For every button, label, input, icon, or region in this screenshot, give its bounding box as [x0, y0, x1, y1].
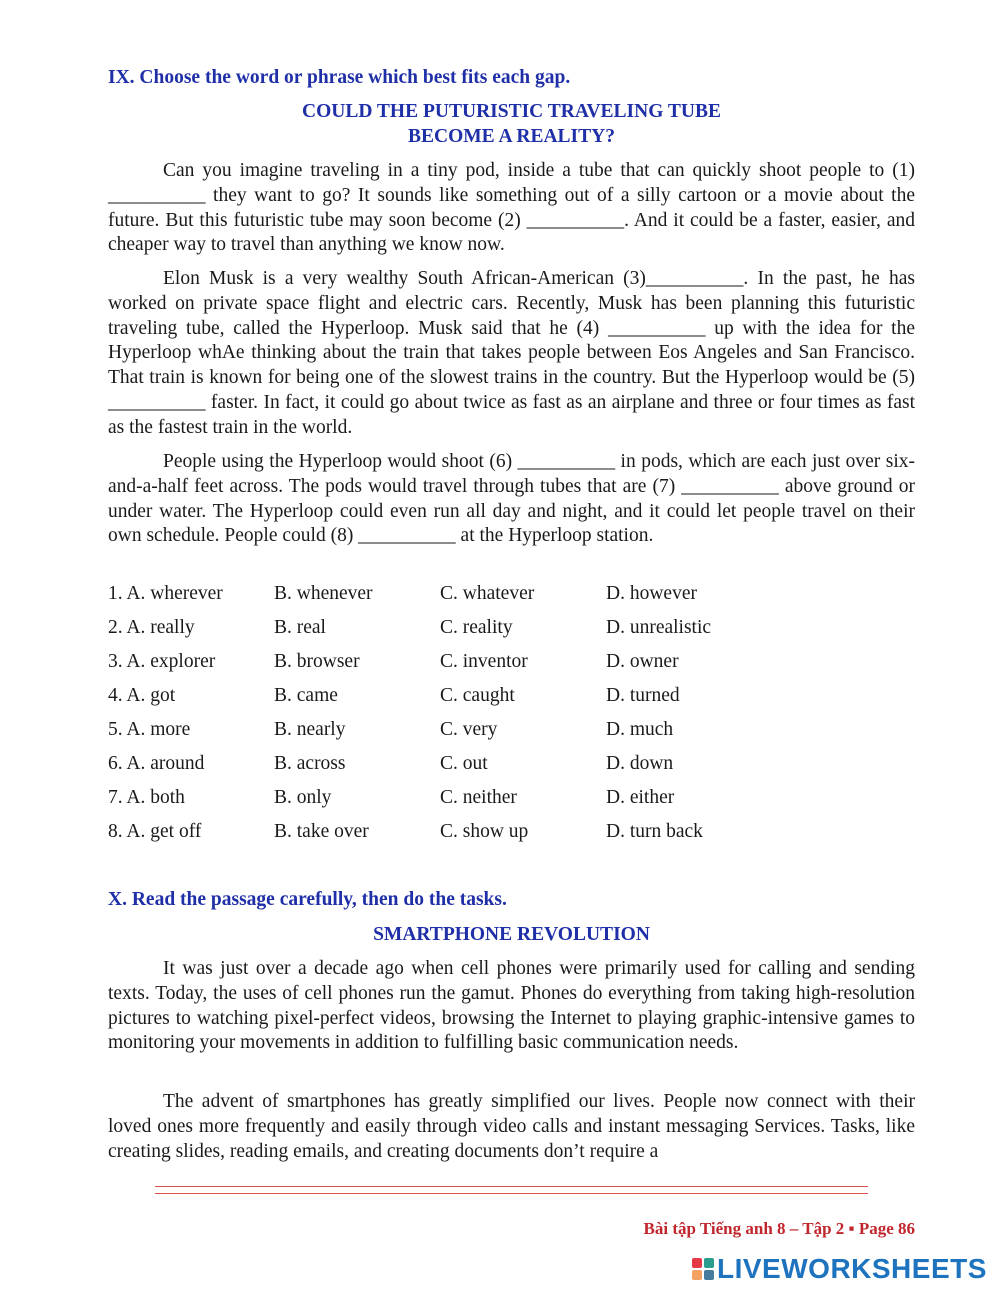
option-row [108, 753, 915, 783]
option-row [108, 821, 915, 851]
option-choice[interactable]: D. down [606, 753, 674, 774]
passage-title-line2: BECOME A REALITY? [408, 126, 615, 147]
option-choice[interactable]: D. turn back [606, 821, 703, 842]
option-choice[interactable]: B. browser [274, 651, 360, 672]
option-row [108, 583, 915, 613]
option-choice[interactable]: D. turned [606, 685, 680, 706]
page-footer: Bài tập Tiếng anh 8 – Tập 2 ▪ Page 86 [643, 1219, 915, 1238]
option-choice[interactable]: B. whenever [274, 583, 373, 604]
option-choice[interactable]: D. however [606, 583, 697, 604]
option-choice[interactable]: C. reality [440, 617, 513, 638]
logo-tile [692, 1258, 702, 1268]
option-row [108, 787, 915, 817]
passage-title-line1: COULD THE PUTURISTIC TRAVELING TUBE [301, 101, 721, 122]
option-choice[interactable]: 7. A. both [108, 787, 185, 808]
option-choice[interactable]: B. real [274, 617, 326, 638]
section-ix-heading: IX. Choose the word or phrase which best fits each gap. [108, 67, 571, 88]
option-row [108, 719, 915, 749]
option-choice[interactable]: C. very [440, 719, 498, 740]
passage-paragraph-2: Elon Musk is a very wealthy South African-American (3)__________. In the past, he has worked on private space flight and electric cars. Recently, Musk has been planning this futuristic traveling tube, called the Hyperloop. Musk said that he (4) __________ up with the idea for the Hyperloop whAe thinking about the train that takes people between Eos Angeles and San Francisco. That train is known for being one of the slowest trains in the country. But the Hyperloop would be (5) __________ faster. In fact, it could go about twice as fast as an airplane and three or four times as fast as the fastest train in the world. [108, 268, 915, 438]
option-choice[interactable]: 1. A. wherever [108, 583, 223, 604]
option-choice[interactable]: D. either [606, 787, 675, 808]
passage-2-paragraph-2: The advent of smartphones has greatly simplified our lives. People now connect with their loved ones more frequently and easily through video calls and instant messaging Services. Tasks, like creating slides, reading emails, and creating documents don’t require a [108, 1091, 915, 1162]
option-choice[interactable]: D. unrealistic [606, 617, 712, 638]
passage-2-paragraph-1: It was just over a decade ago when cell phones were primarily used for calling and sending texts. Today, the uses of cell phones run the gamut. Phones do everything from taking high-resolution pictures to watching pixel-perfect videos, browsing the Internet to playing graphic-intensive games to monitoring your movements in addition to fulfilling basic communication needs. [108, 958, 915, 1054]
passage-2-title: SMARTPHONE REVOLUTION [373, 924, 650, 945]
logo-tile [692, 1270, 702, 1280]
option-choice[interactable]: C. show up [440, 821, 529, 842]
option-choice[interactable]: 6. A. around [108, 753, 205, 774]
option-choice[interactable]: C. out [440, 753, 488, 774]
option-row [108, 685, 915, 715]
passage-paragraph-1: Can you imagine traveling in a tiny pod, inside a tube that can quickly shoot people to (1) __________ they want to go? It sounds like something out of a silly cartoon or a movie about the future. But this futuristic tube may soon become (2) __________. And it could be a faster, easier, and cheaper way to travel than anything we know now. [108, 160, 915, 256]
passage-paragraph-3: People using the Hyperloop would shoot (6) __________ in pods, which are each just over six-and-a-half feet across. The pods would travel through tubes that are (7) __________ above ground or under water. The Hyperloop could even run all day and night, and it could let people travel on their own schedule. People could (8) __________ at the Hyperloop station. [108, 451, 915, 547]
option-choice[interactable]: C. neither [440, 787, 517, 808]
option-row [108, 617, 915, 647]
option-choice[interactable]: D. much [606, 719, 674, 740]
option-choice[interactable]: B. came [274, 685, 338, 706]
option-choice[interactable]: 4. A. got [108, 685, 176, 706]
option-choice[interactable]: B. only [274, 787, 332, 808]
logo-tile [704, 1270, 714, 1280]
option-choice[interactable]: B. across [274, 753, 346, 774]
liveworksheets-brand[interactable] [692, 1254, 987, 1284]
section-x-heading: X. Read the passage carefully, then do the tasks. [108, 889, 507, 910]
option-choice[interactable]: 5. A. more [108, 719, 191, 740]
option-choice[interactable]: D. owner [606, 651, 679, 672]
option-choice[interactable]: C. whatever [440, 583, 535, 604]
option-row [108, 651, 915, 681]
logo-tile [704, 1258, 714, 1268]
liveworksheets-logo-icon [692, 1258, 714, 1280]
brand-name: LIVEWORKSHEETS [717, 1253, 987, 1284]
option-choice[interactable]: B. nearly [274, 719, 346, 740]
option-choice[interactable]: C. caught [440, 685, 515, 706]
option-choice[interactable]: 2. A. really [108, 617, 195, 638]
option-choice[interactable]: B. take over [274, 821, 369, 842]
footer-divider [155, 1186, 868, 1194]
option-choice[interactable]: 3. A. explorer [108, 651, 216, 672]
option-choice[interactable]: 8. A. get off [108, 821, 202, 842]
option-choice[interactable]: C. inventor [440, 651, 528, 672]
